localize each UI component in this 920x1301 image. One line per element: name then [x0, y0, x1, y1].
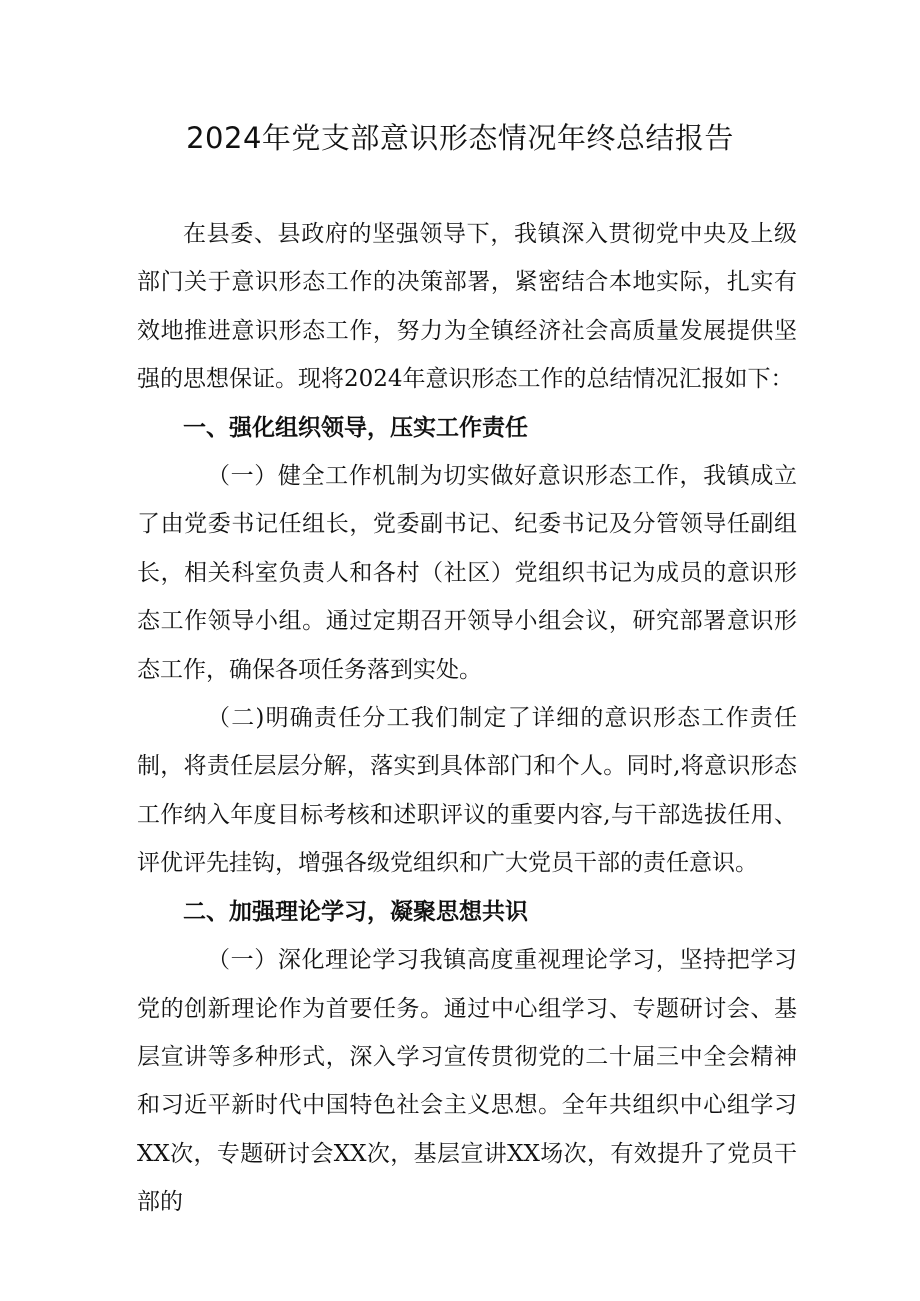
intro-paragraph: 在县委、县政府的坚强领导下，我镇深入贯彻党中央及上级部门关于意识形态工作的决策部署，紧密结合本地实际，扎实有效地推进意识形态工作，努力为全镇经济社会高质量发展提供坚强的思想保证。现将2024年意识形态工作的总结情况汇报如下： — [137, 221, 797, 393]
section-2-paragraph-1: （一）深化理论学习我镇高度重视理论学习，坚持把学习党的创新理论作为首要任务。通过中心组学习、专题研讨会、基层宣讲等多种形式，深入学习宣传贯彻党的二十届三中全会精神和习近平新时代中国特色社会主义思想。全年共组织中心组学习XX次，专题研讨会XX次，基层宣讲XX场次，有效提升了党员干部的 — [137, 947, 797, 1216]
document-title: 2024年党支部意识形态情况年终总结报告 — [186, 121, 734, 155]
section-1-paragraph-1: （一）健全工作机制为切实做好意识形态工作，我镇成立了由党委书记任组长，党委副书记、纪委书记及分管领导任副组长，相关科室负责人和各村（社区）党组织书记为成员的意识形态工作领导小组。通过定期召开领导小组会议，研究部署意识形态工作，确保各项任务落到实处。 — [137, 463, 797, 683]
section-heading-2: 二、加强理论学习，凝聚思想共识 — [183, 898, 528, 925]
section-heading-1: 一、强化组织领导，压实工作责任 — [183, 414, 528, 441]
section-1-paragraph-2: （二)明确责任分工我们制定了详细的意识形态工作责任制，将责任层层分解，落实到具体部门和个人。同时,将意识形态工作纳入年度目标考核和述职评议的重要内容,与干部选拔任用、评优评先挂钩，增强各级党组织和广大党员干部的责任意识。 — [137, 705, 797, 877]
document-body — [137, 210, 797, 1227]
